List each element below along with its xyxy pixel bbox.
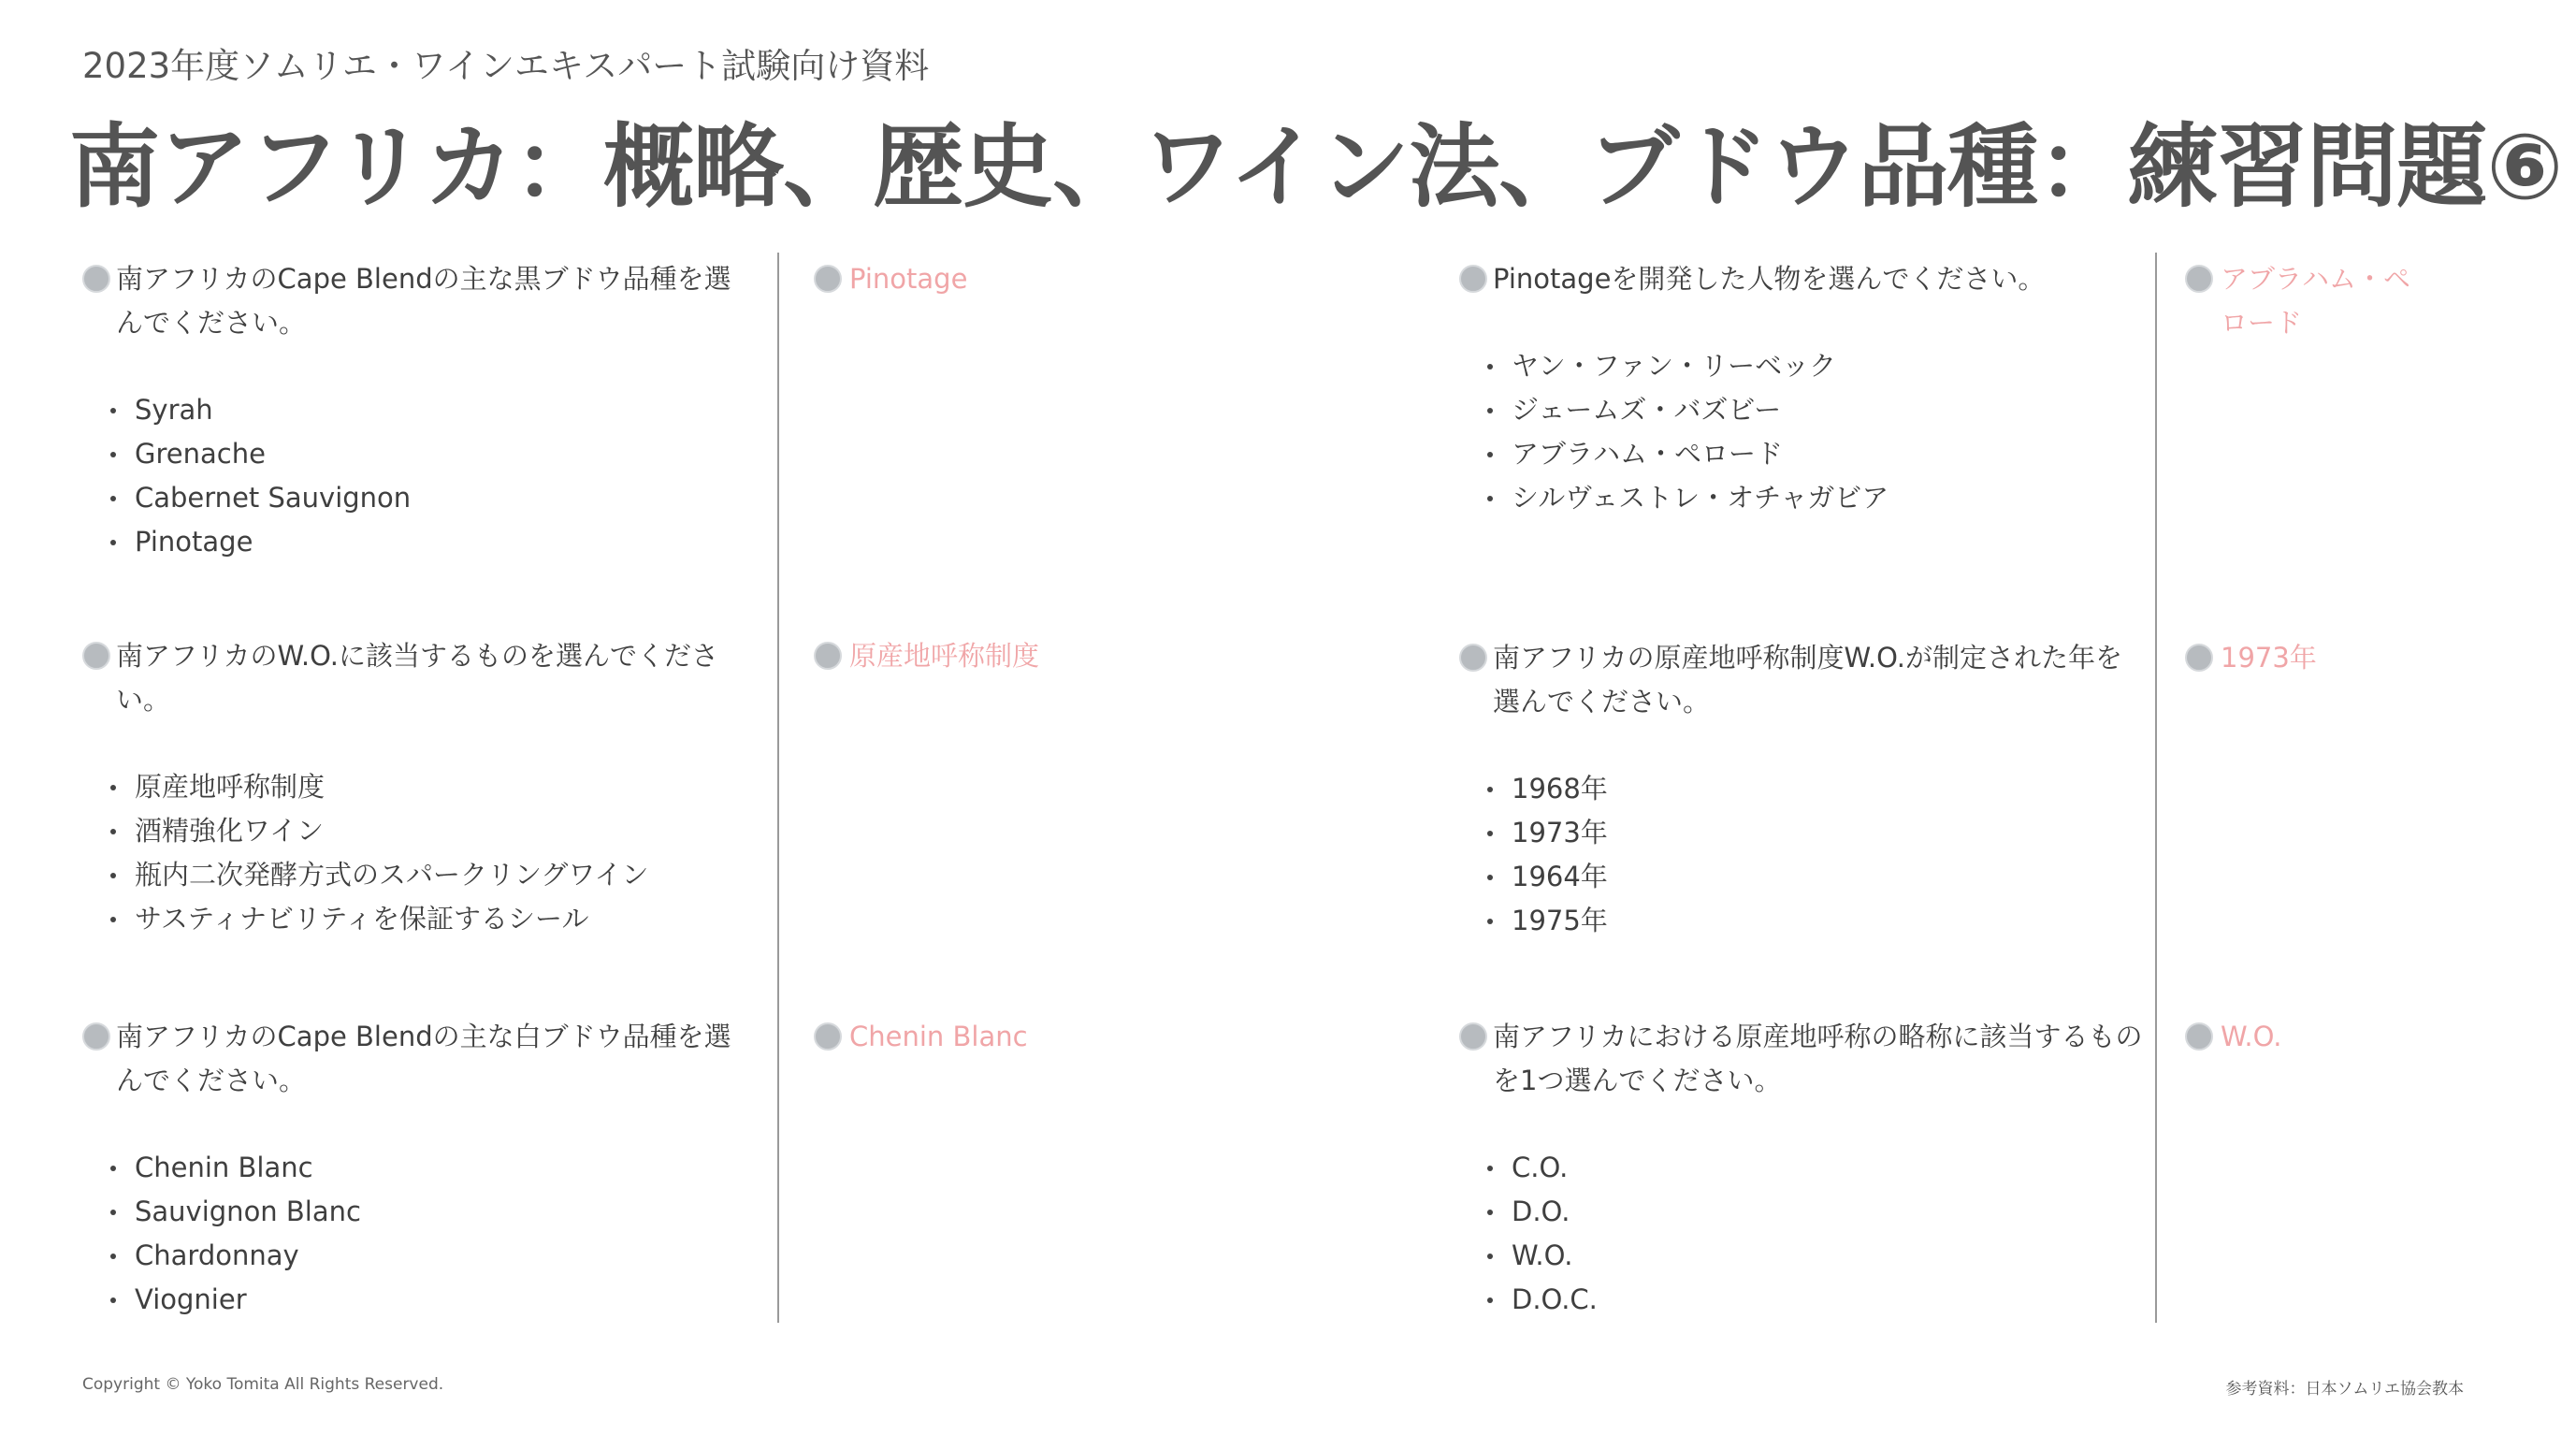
option-item: 瓶内二次発酵方式のスパークリングワイン	[110, 853, 739, 897]
question-block	[1461, 1015, 2149, 1322]
option-item: 1964年	[1487, 855, 2135, 899]
option-item: ジェームズ・バズビー	[1487, 388, 2144, 432]
option-item: Chenin Blanc	[110, 1146, 748, 1190]
answer-marker-icon	[2185, 1022, 2213, 1051]
option-item: 1975年	[1487, 899, 2135, 943]
option-item: C.O.	[1487, 1146, 2149, 1190]
option-list	[84, 765, 739, 941]
answer-text: アブラハム・ペロード	[2221, 263, 2411, 339]
option-item: 1968年	[1487, 767, 2135, 811]
option-item: Pinotage	[110, 520, 748, 564]
answer-marker-icon	[814, 642, 842, 670]
option-item: ヤン・ファン・リーベック	[1487, 344, 2144, 388]
answer	[814, 634, 1338, 678]
copyright-text: Copyright © Yoko Tomita All Rights Reserved.	[82, 1375, 444, 1394]
question-block	[1461, 257, 2144, 520]
question-block	[84, 257, 748, 564]
option-list	[84, 1146, 748, 1322]
question-marker-icon	[82, 1022, 110, 1051]
option-item: 原産地呼称制度	[110, 765, 739, 809]
option-list	[1461, 767, 2135, 943]
answer-text: Chenin Blanc	[849, 1021, 1028, 1052]
answer-marker-icon	[814, 1022, 842, 1051]
answer-marker-icon	[814, 265, 842, 293]
column-divider-left	[777, 253, 779, 1323]
question-text: Pinotageを開発した人物を選んでください。	[1493, 263, 2046, 295]
column-divider-right	[2155, 253, 2157, 1323]
page-title: 南アフリカ：概略、歴史、ワイン法、ブドウ品種：練習問題⑥	[69, 114, 2563, 220]
option-item: D.O.C.	[1487, 1278, 2149, 1322]
question-text: 南アフリカの原産地呼称制度W.O.が制定された年を選んでください。	[1493, 642, 2122, 718]
answer	[2185, 636, 2428, 680]
option-item: アブラハム・ペロード	[1487, 432, 2144, 476]
option-item: Syrah	[110, 388, 748, 432]
answer	[2185, 257, 2428, 345]
option-item: 酒精強化ワイン	[110, 809, 739, 853]
question-marker-icon	[1459, 1022, 1487, 1051]
option-item: W.O.	[1487, 1234, 2149, 1278]
option-item: Chardonnay	[110, 1234, 748, 1278]
option-list	[1461, 344, 2144, 520]
question-text: 南アフリカのW.O.に該当するものを選んでください。	[116, 640, 718, 716]
option-item: Grenache	[110, 432, 748, 476]
question-block	[84, 634, 739, 941]
answer-text: 1973年	[2221, 642, 2317, 674]
question-marker-icon	[82, 265, 110, 293]
question-marker-icon	[1459, 265, 1487, 293]
answer-text: Pinotage	[849, 263, 968, 295]
question-text: 南アフリカのCape Blendの主な白ブドウ品種を選んでください。	[116, 1021, 731, 1096]
option-item: Viognier	[110, 1278, 748, 1322]
option-item: サスティナビリティを保証するシール	[110, 897, 739, 941]
answer	[814, 257, 1338, 301]
reference-text: 参考資料：日本ソムリエ協会教本	[2225, 1380, 2464, 1399]
option-item: シルヴェストレ・オチャガビア	[1487, 476, 2144, 520]
answer	[814, 1015, 1338, 1059]
question-marker-icon	[1459, 644, 1487, 672]
answer-marker-icon	[2185, 644, 2213, 672]
option-item: Cabernet Sauvignon	[110, 476, 748, 520]
question-block	[1461, 636, 2135, 943]
question-marker-icon	[82, 642, 110, 670]
question-block	[84, 1015, 748, 1322]
page-subtitle: 2023年度ソムリエ・ワインエキスパート試験向け資料	[82, 46, 930, 86]
question-text: 南アフリカのCape Blendの主な黒ブドウ品種を選んでください。	[116, 263, 731, 339]
option-list	[84, 388, 748, 564]
answer-text: W.O.	[2221, 1021, 2282, 1052]
option-item: Sauvignon Blanc	[110, 1190, 748, 1234]
option-list	[1461, 1146, 2149, 1322]
answer-marker-icon	[2185, 265, 2213, 293]
option-item: 1973年	[1487, 811, 2135, 855]
answer	[2185, 1015, 2428, 1059]
option-item: D.O.	[1487, 1190, 2149, 1234]
answer-text: 原産地呼称制度	[849, 640, 1040, 672]
question-text: 南アフリカにおける原産地呼称の略称に該当するものを1つ選んでください。	[1493, 1021, 2143, 1096]
